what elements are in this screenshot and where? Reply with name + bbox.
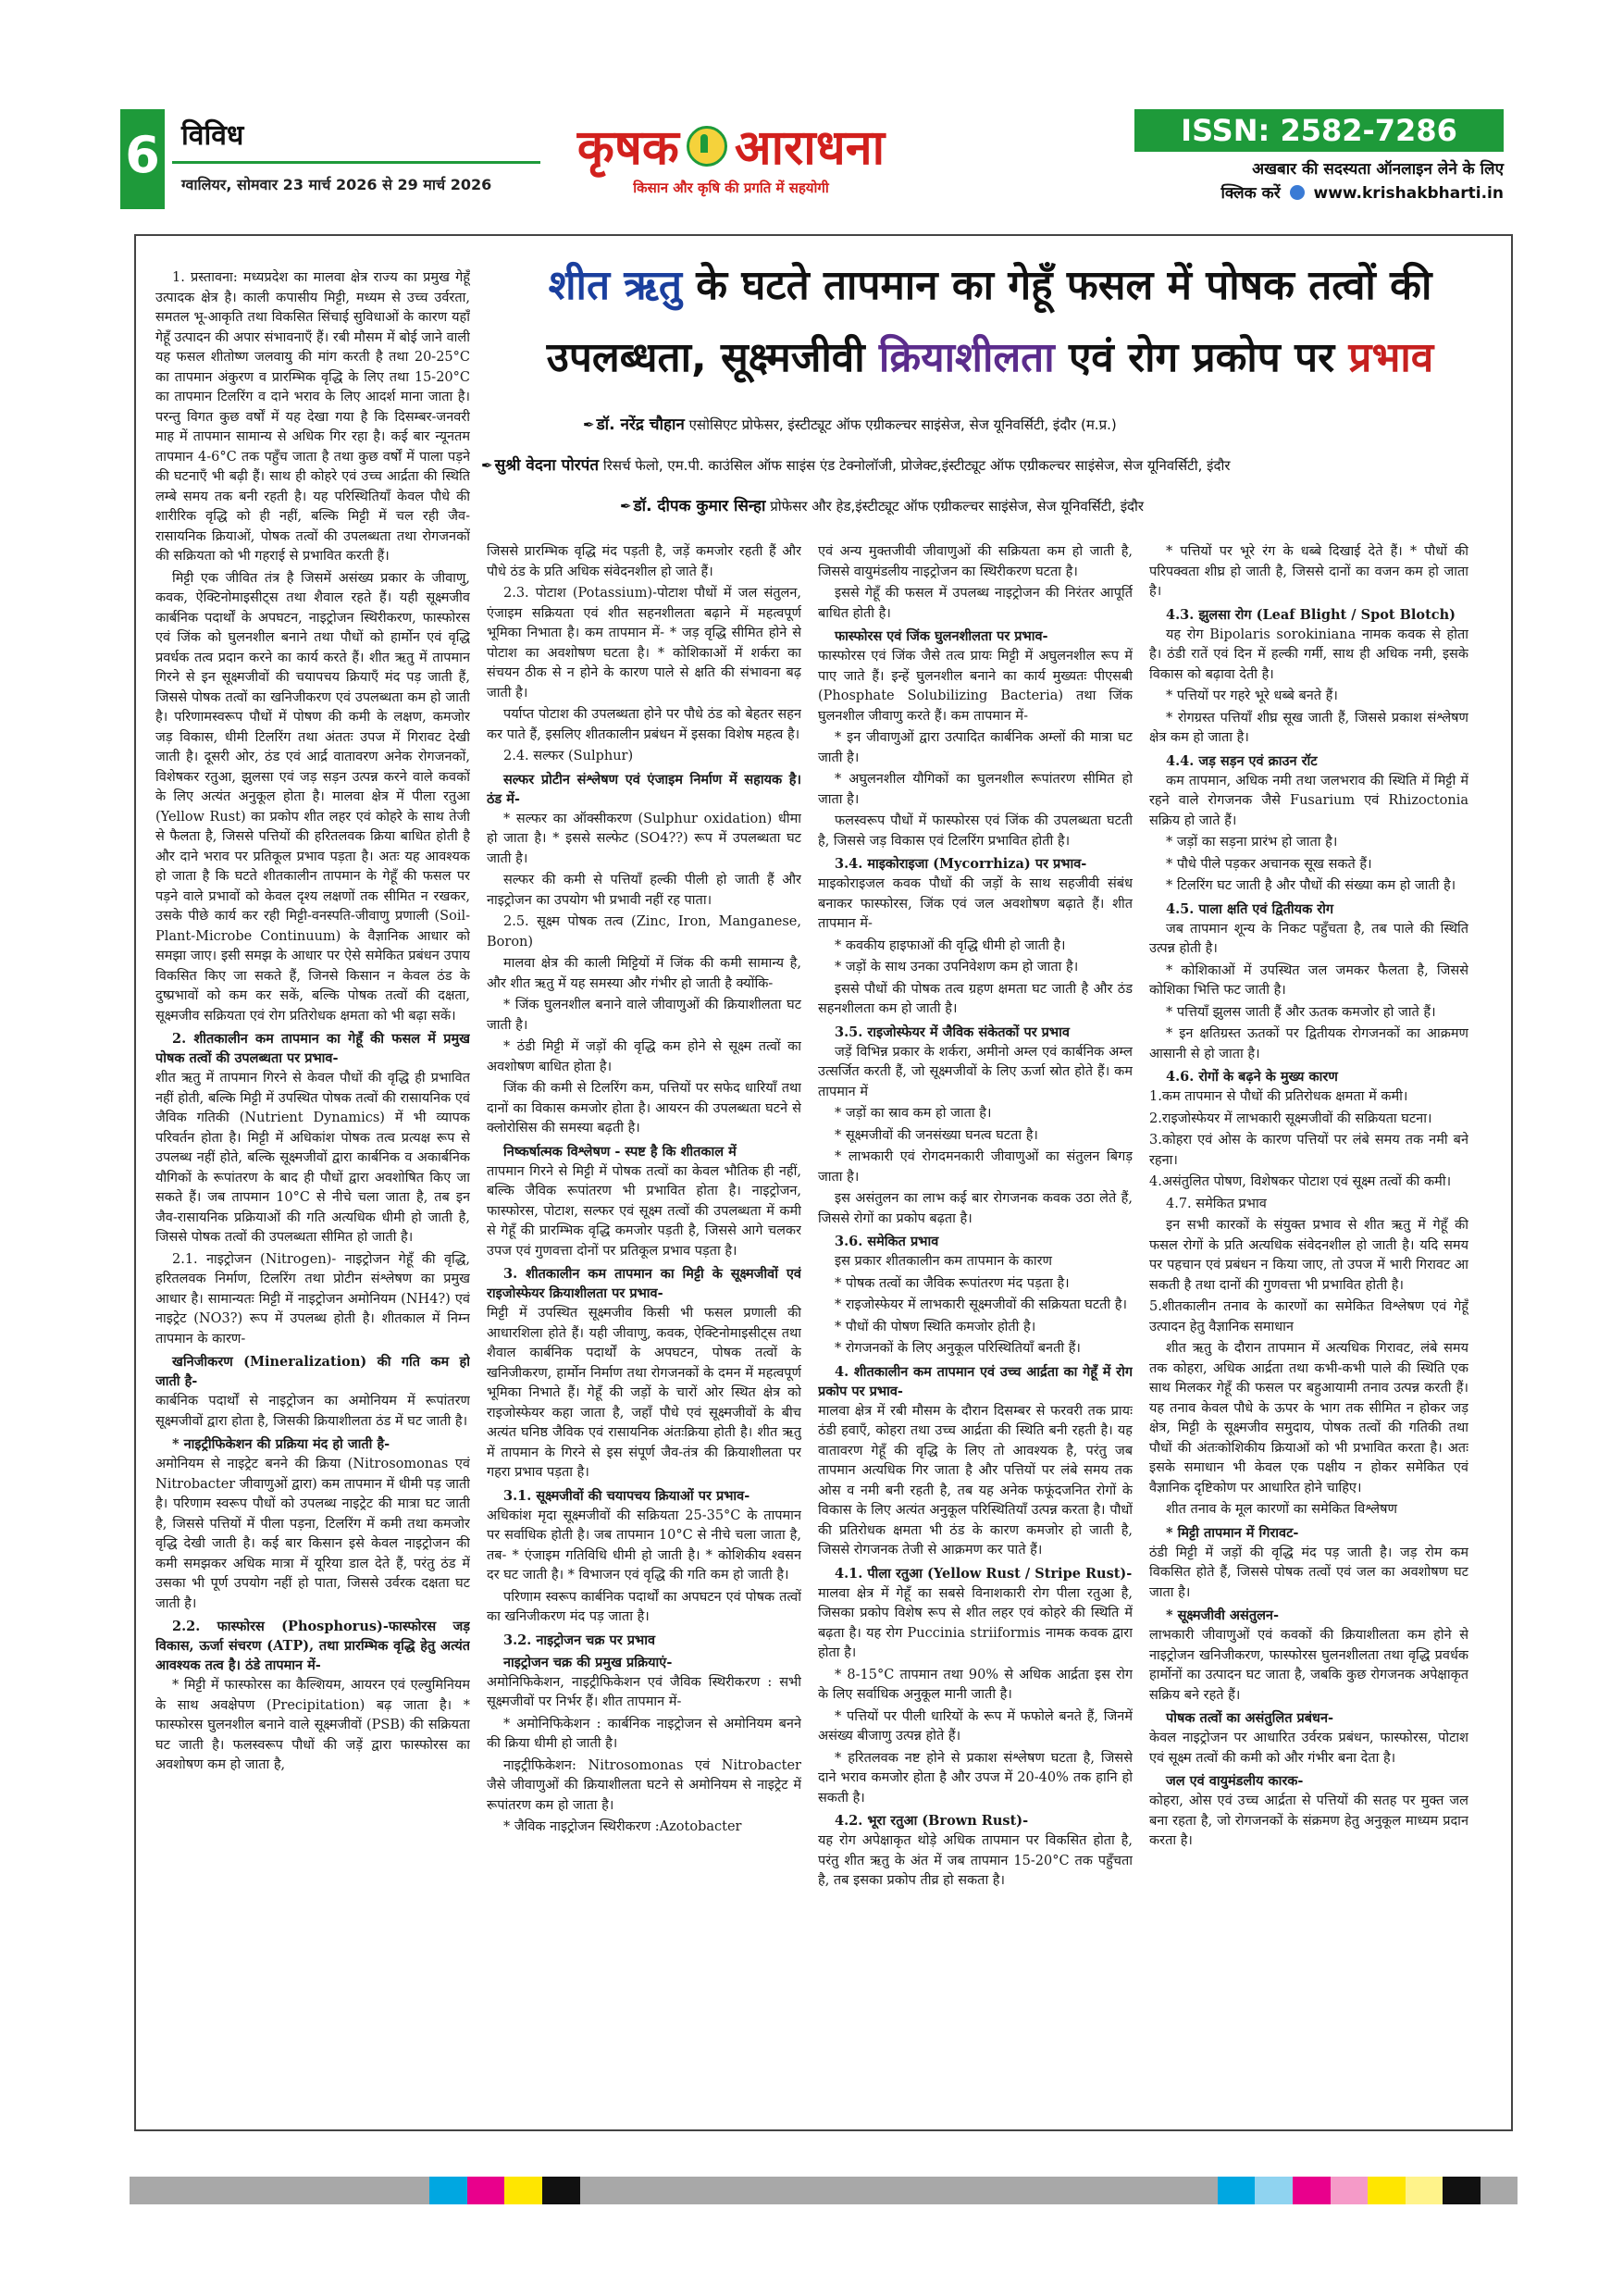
color-swatch <box>767 2177 805 2204</box>
article-column-1 <box>155 268 470 2110</box>
subsection-heading: * नाइट्रीफिकेशन की प्रक्रिया मंद हो जाती है- <box>172 1436 390 1452</box>
paragraph: एवं अन्य मुक्तजीवी जीवाणुओं की सक्रियता कम हो जाती है, जिससे वायुमंडलीय नाइट्रोजन का स्थिरीकरण घटता है। <box>818 544 1133 579</box>
author-role: रिसर्च फेलो, एम.पी. काउंसिल ऑफ साइंस एंड टेक्नोलॉजी, प्रोजेक्ट,इंस्टीट्यूट ऑफ एग्रीकल्चर साइंसेज, सेज यूनिवर्सिटी, इंदौर <box>602 457 1231 474</box>
paragraph: तापमान गिरने से मिट्टी में पोषक तत्वों का केवल भौतिक ही नहीं, बल्कि जैविक रूपांतरण भी प्रभावित होता है। नाइट्रोजन, फास्फोरस, पोटाश, सल्फर एवं सूक्ष्म तत्वों की उपलब्धता में कमी से गेहूँ की प्रारम्भिक वृद्धि कमजोर पड़ती है, जिससे आगे चलकर उपज एवं गुणवत्ता दोनों पर प्रतिकूल प्रभाव पड़ता है। <box>487 1163 801 1259</box>
logo-word-krishak: कृषक <box>576 120 679 176</box>
color-swatch <box>542 2177 580 2204</box>
author-name: डॉ. दीपक कुमार सिन्हा <box>633 497 766 515</box>
subscribe-text: अखबार की सदस्यता ऑनलाइन लेने के लिए <box>1252 160 1504 179</box>
color-swatch <box>1105 2177 1143 2204</box>
color-swatch <box>130 2177 167 2204</box>
pen-icon: ✒ <box>481 457 493 474</box>
paragraph: अमोनियम से नाइट्रेट बनने की क्रिया (Nitrosomonas एवं Nitrobacter जीवाणुओं द्वारा) कम तापमान में धीमी पड़ जाती है। परिणाम स्वरूप पौधों को उपलब्ध नाइट्रेट की मात्रा घट जाती है, जिससे पत्तियों में पीला पड़ना, टिलरिंग में कमी तथा कमजोर वृद्धि देखी जाती है। कई बार किसान इसे केवल नाइट्रोजन की कमी समझकर अधिक मात्रा में यूरिया डाल देते हैं, परंतु ठंड में उसका भी पूर्ण उपयोग नहीं हो पाता, जिससे उर्वरक दक्षता घट जाती है। <box>155 1457 470 1611</box>
color-swatch <box>993 2177 1031 2204</box>
section-name: विविध <box>181 119 244 152</box>
paragraph: इससे गेहूँ की फसल में उपलब्ध नाइट्रोजन की निरंतर आपूर्ति बाधित होती है। <box>818 586 1133 621</box>
page-number: 6 <box>120 109 165 209</box>
newspaper-logo[interactable] <box>564 109 898 209</box>
subsection-heading: 2.2. फास्फोरस (Phosphorus)-फास्फोरस जड़ विकास, ऊर्जा संचरण (ATP), तथा प्रारम्भिक वृद्धि हेतु अत्यंत आवश्यक तत्व है। ठंडे तापमान में- <box>155 1619 470 1673</box>
color-swatch <box>1218 2177 1256 2204</box>
subsection-heading: 4.6. रोगों के बढ़ने के मुख्य कारण <box>1166 1069 1338 1085</box>
paragraph: * इन क्षतिग्रस्त ऊतकों पर द्वितीयक रोगजनकों का आक्रमण आसानी से हो जाता है। <box>1149 1026 1468 1061</box>
paragraph: इन सभी कारकों के संयुक्त प्रभाव से शीत ऋतु में गेहूँ की फसल रोगों के प्रति अत्यधिक संवेदनशील हो जाती है। यदि समय पर पहचान एवं प्रबंधन न किया जाए, तो उपज में भारी गिरावट आ सकती है तथा दानों की गुणवत्ता भी प्रभावित होती है। <box>1149 1218 1468 1293</box>
paragraph: अमोनिफिकेशन, नाइट्रीफिकेशन एवं जैविक स्थिरीकरण : सभी सूक्ष्मजीवों पर निर्भर हैं। शीत तापमान में- <box>487 1674 801 1709</box>
color-swatch <box>392 2177 430 2204</box>
paragraph: 4.असंतुलित पोषण, विशेषकर पोटाश एवं सूक्ष्म तत्वों की कमी। <box>1149 1174 1452 1189</box>
color-swatch <box>955 2177 993 2204</box>
paragraph: * लाभकारी एवं रोगदमनकारी जीवाणुओं का संतुलन बिगड़ जाता है। <box>818 1149 1133 1185</box>
paragraph: * हरितलवक नष्ट होने से प्रकाश संश्लेषण घटता है, जिससे दाने भराव कमजोर होता है और उपज में 20-40% तक हानि हो सकती है। <box>818 1750 1133 1806</box>
paragraph: * रोगजनकों के लिए अनुकूल परिस्थितियाँ बनती हैं। <box>835 1341 1081 1356</box>
subscribe-link[interactable] <box>1134 181 1504 205</box>
paragraph: माइकोराइजल कवक पौधों की जड़ों के साथ सहजीवी संबंध बनाकर फास्फोरस, जिंक एवं जल अवशोषण बढ़ाते हैं। शीत तापमान में- <box>818 876 1133 931</box>
subsection-heading: नाइट्रोजन चक्र की प्रमुख प्रक्रियाएं- <box>503 1654 673 1670</box>
byline-2 <box>481 453 1231 475</box>
author-name: सुश्री वेदना पोरपंत <box>494 456 600 475</box>
paragraph: * पौधों की पोषण स्थिति कमजोर होती है। <box>835 1319 1036 1334</box>
subsection-heading: जल एवं वायुमंडलीय कारक- <box>1166 1773 1304 1789</box>
subsection-heading: सल्फर प्रोटीन संश्लेषण एवं एंजाइम निर्माण में सहायक है। ठंड में- <box>487 771 801 807</box>
paragraph: कम तापमान, अधिक नमी तथा जलभराव की स्थिति में मिट्टी में रहने वाले रोगजनक जैसे Fusarium एवं Rhizoctonia सक्रिय हो जाते हैं। <box>1149 773 1468 828</box>
paragraph: * पत्तियों पर भूरे रंग के धब्बे दिखाई देते हैं। * पौधों की परिपक्वता शीघ्र हो जाती है, जिससे दानों का वजन कम हो जाता है। <box>1149 544 1468 599</box>
color-swatch <box>204 2177 242 2204</box>
paragraph: जड़ें विभिन्न प्रकार के शर्करा, अमीनो अम्ल एवं कार्बनिक अम्ल उत्सर्जित करती हैं, जो सूक्ष्मजीवों के लिए ऊर्जा स्रोत होते हैं। कम तापमान में <box>818 1044 1133 1099</box>
headline-part-3: क्रियाशीलता <box>878 334 1055 381</box>
author-role: प्रोफेसर और हेड,इंस्टीट्यूट ऑफ एग्रीकल्चर साइंसेज, सेज यूनिवर्सिटी, इंदौर <box>770 498 1145 515</box>
paragraph: 1.कम तापमान से पौधों की प्रतिरोधक क्षमता में कमी। <box>1149 1089 1408 1104</box>
paragraph: 2.राइजोस्फेयर में लाभकारी सूक्ष्मजीवों की सक्रियता घटना। <box>1149 1111 1432 1126</box>
subsection-heading: 4.3. झुलसा रोग (Leaf Blight / Spot Blotch) <box>1166 606 1456 623</box>
color-swatch <box>279 2177 317 2204</box>
paragraph: * टिलरिंग घट जाती है और पौधों की संख्या कम हो जाती है। <box>1166 878 1456 893</box>
paragraph: * पोषक तत्वों का जैविक रूपांतरण मंद पड़ता है। <box>835 1275 1070 1291</box>
paragraph: 1. प्रस्तावना: मध्यप्रदेश का मालवा क्षेत्र राज्य का प्रमुख गेहूँ उत्पादक क्षेत्र है। काली कपासीय मिट्टी, मध्यम से उच्च उर्वरता, समतल भू-आकृति तथा विकसित सिंचाई सुविधाओं के कारण यहाँ गेहूँ उत्पादन की अपार संभावनाएँ हैं। रबी मौसम में बोई जाने वाली यह फसल शीतोष्ण जलवायु की मांग करती है तथा 20-25°C का तापमान अंकुरण व प्रारम्भिक वृद्धि के लिए तथा 15-20°C का तापमान टिलरिंग व दाने भराव के लिए आदर्श माना जाता है। परन्तु विगत कुछ वर्षों में यह देखा गया है कि दिसम्बर-जनवरी माह में तापमान सामान्य से अधिक गिर रहा है। कई बार न्यूनतम तापमान 4-6°C तक पहुँच जाता है तथा कुछ वर्षों में पाला पड़ने की घटनाएँ भी बढ़ी हैं। साथ ही कोहरे एवं उच्च आर्द्रता की स्थिति लम्बे समय तक बनी रहती है। यह परिस्थितियाँ केवल पौधे की शारीरिक वृद्धि को ही नहीं, बल्कि मिट्टी में चल रही जैव-रासायनिक क्रियाओं, पोषक तत्वों की उपलब्धता तथा रोगजनकों की सक्रियता को भी गहराई से प्रभावित करती हैं। <box>155 270 470 564</box>
paragraph: कार्बनिक पदार्थों से नाइट्रोजन का अमोनियम में रूपांतरण सूक्ष्मजीवों द्वारा होता है, जिसकी क्रियाशीलता ठंड में घट जाती है। <box>155 1394 470 1429</box>
color-swatch <box>730 2177 768 2204</box>
issue-date: ग्वालियर, सोमवार 23 मार्च 2026 से 29 मार्च 2026 <box>181 176 492 193</box>
paragraph: फलस्वरूप पौधों में फास्फोरस एवं जिंक की उपलब्धता घटती है, जिससे जड़ विकास एवं टिलरिंग प्रभावित होती है। <box>818 813 1133 849</box>
color-swatch <box>1068 2177 1106 2204</box>
color-swatch <box>429 2177 467 2204</box>
paragraph: * जड़ों के साथ उनका उपनिवेशण कम हो जाता है। <box>835 960 1079 974</box>
paragraph: * कोशिकाओं में उपस्थित जल जमकर फैलता है, जिससे कोशिका भित्ति फट जाती है। <box>1149 962 1468 998</box>
color-swatch <box>467 2177 505 2204</box>
color-swatch <box>1143 2177 1181 2204</box>
paragraph: मिट्टी में उपस्थित सूक्ष्मजीव किसी भी फसल प्रणाली की आधारशिला होते हैं। यही जीवाणु, कवक, ऐक्टिनोमाइसीट्स तथा शैवाल कार्बनिक पदार्थों के अपघटन, पोषक तत्वों के खनिजीकरण, हार्मोन निर्माण तथा रोगजनकों के दमन में महत्वपूर्ण भूमिका निभाते हैं। गेहूँ की जड़ों के चारों ओर स्थित क्षेत्र को राइजोस्फेयर कहा जाता है, जहाँ पौधे एवं सूक्ष्मजीवों के बीच अत्यंत घनिष्ठ जैविक एवं रासायनिक अंतःक्रिया होती है। शीत ऋतु में तापमान के गिरने से इस संपूर्ण जैव-तंत्र की क्रियाशीलता पर गहरा प्रभाव पड़ता है। <box>487 1306 801 1480</box>
article-column-3 <box>818 542 1133 2110</box>
subsection-heading: * सूक्ष्मजीवी असंतुलन- <box>1166 1607 1279 1623</box>
paragraph: यह रोग अपेक्षाकृत थोड़े अधिक तापमान पर विकसित होता है, परंतु शीत ऋतु के अंत में जब तापमान 15-20°C तक पहुँचता है, तब इसका प्रकोप तीव्र हो सकता है। <box>818 1833 1133 1888</box>
subsection-heading: फास्फोरस एवं जिंक घुलनशीलता पर प्रभाव- <box>835 628 1048 644</box>
color-swatch <box>1180 2177 1218 2204</box>
color-swatch <box>580 2177 618 2204</box>
author-name: डॉ. नरेंद्र चौहान <box>596 416 685 434</box>
color-swatch <box>692 2177 730 2204</box>
color-swatch <box>917 2177 955 2204</box>
paragraph: शीत तनाव के मूल कारणों का समेकित विश्लेषण <box>1166 1502 1397 1517</box>
subsection-heading: * मिट्टी तापमान में गिरावट- <box>1166 1524 1299 1541</box>
headline-part-2: के घटते तापमान का गेहूँ फसल में पोषक तत्वों की उपलब्धता, सूक्ष्मजीवी <box>546 262 1432 381</box>
logo-tagline: किसान और कृषि की प्रगति में सहयोगी <box>633 180 829 196</box>
section-heading: 2. शीतकालीन कम तापमान का गेहूँ की फसल में प्रमुख पोषक तत्वों की उपलब्धता पर प्रभाव- <box>155 1031 470 1066</box>
paragraph: कोहरा, ओस एवं उच्च आर्द्रता से पत्तियों की सतह पर मुक्त जल बना रहता है, जो रोगजनकों के संक्रमण हेतु अनुकूल माध्यम प्रदान करता है। <box>1149 1793 1468 1848</box>
paragraph: केवल नाइट्रोजन पर आधारित उर्वरक प्रबंधन, फास्फोरस, पोटाश एवं सूक्ष्म तत्वों की कमी को और गंभीर बना देता है। <box>1149 1731 1468 1766</box>
paragraph: 3.कोहरा एवं ओस के कारण पत्तियों पर लंबे समय तक नमी बने रहना। <box>1149 1133 1468 1168</box>
globe-icon <box>1290 185 1305 200</box>
paragraph: लाभकारी जीवाणुओं एवं कवकों की क्रियाशीलता कम होने से नाइट्रोजन खनिजीकरण, फास्फोरस घुलनशीलता तथा वृद्धि प्रवर्धक हार्मोनों का उत्पादन घट जाता है, जबकि कुछ रोगजनक अपेक्षाकृत सक्रिय बने रहते हैं। <box>1149 1628 1468 1703</box>
color-swatch <box>1481 2177 1518 2204</box>
color-swatch <box>1406 2177 1443 2204</box>
paragraph: 5.शीतकालीन तनाव के कारणों का समेकित विश्लेषण एवं गेहूँ उत्पादन हेतु वैज्ञानिक समाधान <box>1149 1299 1468 1334</box>
paragraph: * जिंक घुलनशील बनाने वाले जीवाणुओं की क्रियाशीलता घट जाती है। <box>487 998 801 1033</box>
paragraph: इस असंतुलन का लाभ कई बार रोगजनक कवक उठा लेते हैं, जिससे रोगों का प्रकोप बढ़ता है। <box>818 1191 1133 1226</box>
byline-1 <box>583 413 1117 434</box>
paragraph: शीत ऋतु में तापमान गिरने से केवल पौधों की वृद्धि ही प्रभावित नहीं होती, बल्कि मिट्टी में उपस्थित पोषक तत्वों की रासायनिक एवं जैविक गतिकी (Nutrient Dynamics) में भी व्यापक परिवर्तन होता है। मिट्टी में अधिकांश पोषक तत्व प्रत्यक्ष रूप से उपलब्ध नहीं होते, बल्कि सूक्ष्मजीवों द्वारा कार्बनिक व अकार्बनिक यौगिकों के रूपांतरण के बाद ही पौधों द्वारा अवशोषित किए जा सकते हैं। जब तापमान 10°C से नीचे चला जाता है, तब इन जैव-रासायनिक प्रक्रियाओं की गति अत्यधिक धीमी हो जाती है, जिससे पोषक तत्वों की उपलब्धता सीमित हो जाती है। <box>155 1071 470 1245</box>
headline-part-5: प्रभाव <box>1348 334 1434 381</box>
paragraph: * सूक्ष्मजीवों की जनसंख्या घनत्व घटता है। <box>835 1127 1038 1143</box>
paragraph: सल्फर की कमी से पत्तियाँ हल्की पीली हो जाती हैं और नाइट्रोजन का उपयोग भी प्रभावी नहीं रह पाता। <box>487 873 801 908</box>
paragraph: पर्याप्त पोटाश की उपलब्धता होने पर पौधे ठंड को बेहतर सहन कर पाते हैं, इसलिए शीतकालीन प्रबंधन में इसका विशेष महत्व है। <box>487 707 801 742</box>
paragraph: * मिट्टी में फास्फोरस का कैल्शियम, आयरन एवं एल्युमिनियम के साथ अवक्षेपण (Precipitation) बढ़ जाता है। * फास्फोरस घुलनशील बनाने वाले सूक्ष्मजीवों (PSB) की सक्रियता घट जाती है। फलस्वरूप पौधों की जड़ें द्वारा फास्फोरस का अवशोषण कम हो जाता है, <box>155 1678 470 1772</box>
pen-icon: ✒ <box>620 498 632 515</box>
subscribe-box <box>1134 157 1504 205</box>
paragraph: * 8-15°C तापमान तथा 90% से अधिक आर्द्रता इस रोग के लिए सर्वाधिक अनुकूल मानी जाती है। <box>818 1667 1133 1702</box>
print-color-bar <box>130 2177 1518 2204</box>
subsection-heading: 3.6. समेकित प्रभाव <box>835 1234 939 1249</box>
masthead <box>120 109 1504 209</box>
color-swatch <box>617 2177 655 2204</box>
subsection-heading: निष्कर्षात्मक विश्लेषण - स्पष्ट है कि शीतकाल में <box>503 1143 737 1160</box>
paragraph: नाइट्रीफिकेशन: Nitrosomonas एवं Nitrobacter जैसे जीवाणुओं की क्रियाशीलता घटने से अमोनियम से नाइट्रेट में रूपांतरण कम हो जाता है। <box>487 1757 801 1813</box>
paragraph: 4.7. समेकित प्रभाव <box>1166 1196 1267 1211</box>
subsection-heading: खनिजीकरण (Mineralization) की गति कम हो जाती है- <box>155 1354 470 1389</box>
paragraph: * राइजोस्फेयर में लाभकारी सूक्ष्मजीवों की सक्रियता घटती है। <box>835 1297 1127 1312</box>
color-swatch <box>1255 2177 1293 2204</box>
paragraph: 2.5. सूक्ष्म पोषक तत्व (Zinc, Iron, Manganese, Boron) <box>487 914 801 949</box>
color-swatch <box>242 2177 280 2204</box>
color-swatch <box>167 2177 205 2204</box>
paragraph: 2.3. पोटाश (Potassium)-पोटाश पौधों में जल संतुलन, एंजाइम सक्रियता एवं शीत सहनशीलता बढ़ाने में महत्वपूर्ण भूमिका निभाता है। कम तापमान में- * जड़ वृद्धि सीमित होने से पोटाश का अवशोषण घटता है। * कोशिकाओं में शर्करा का संचयन ठीक से न होने के कारण पाले से क्षति की संभावना बढ़ जाती है। <box>487 586 801 701</box>
paragraph: जिंक की कमी से टिलरिंग कम, पत्तियों पर सफेद धारियाँ तथा दानों का विकास कमजोर होता है। आयरन की उपलब्धता घटने से क्लोरोसिस की समस्या बढ़ती है। <box>487 1081 801 1136</box>
website-url[interactable]: www.krishakbharti.in <box>1313 184 1504 203</box>
section-heading: 4. शीतकालीन कम तापमान एवं उच्च आर्द्रता का गेहूँ में रोग प्रकोप पर प्रभाव- <box>818 1363 1133 1399</box>
paragraph: परिणाम स्वरूप कार्बनिक पदार्थों का अपघटन एवं पोषक तत्वों का खनिजीकरण मंद पड़ जाता है। <box>487 1589 801 1624</box>
color-swatch <box>1368 2177 1406 2204</box>
paragraph: * जड़ों का सड़ना प्रारंभ हो जाता है। <box>1166 835 1338 850</box>
color-swatch <box>317 2177 355 2204</box>
article-column-4 <box>1149 542 1468 2110</box>
color-swatch <box>655 2177 693 2204</box>
color-swatch <box>880 2177 918 2204</box>
color-swatch <box>1443 2177 1481 2204</box>
author-role: एसोसिएट प्रोफेसर, इंस्टीट्यूट ऑफ एग्रीकल्चर साइंसेज, सेज यूनिवर्सिटी, इंदौर (म.प्र.) <box>688 416 1117 433</box>
paragraph: यह रोग Bipolaris sorokiniana नामक कवक से होता है। ठंडी रातें एवं दिन में हल्की गर्मी, साथ ही अधिक नमी, इसके विकास को बढ़ावा देती है। <box>1149 627 1468 682</box>
paragraph: * जैविक नाइट्रोजन स्थिरीकरण :Azotobacter <box>503 1819 742 1834</box>
subsection-heading: पोषक तत्वों का असंतुलित प्रबंधन- <box>1166 1710 1334 1726</box>
subsection-heading: 4.5. पाला क्षति एवं द्वितीयक रोग <box>1166 900 1334 917</box>
paragraph: * इन जीवाणुओं द्वारा उत्पादित कार्बनिक अम्लों की मात्रा घट जाती है। <box>818 730 1133 765</box>
paragraph: * कवकीय हाइफाओं की वृद्धि धीमी हो जाती है। <box>835 937 1066 953</box>
paragraph: इस प्रकार शीतकालीन कम तापमान के कारण <box>835 1254 1053 1269</box>
paragraph: * अमोनिफिकेशन : कार्बनिक नाइट्रोजन से अमोनियम बनने की क्रिया धीमी हो जाती है। <box>487 1716 801 1751</box>
paragraph: * पत्तियों पर पीली धारियों के रूप में फफोले बनते हैं, जिनमें असंख्य बीजाणु उत्पन्न होते हैं। <box>818 1708 1133 1744</box>
paragraph: जिससे प्रारम्भिक वृद्धि मंद पड़ती है, जड़ें कमजोर रहती हैं और पौधे ठंड के प्रति अधिक संवेदनशील हो जाते हैं। <box>487 544 801 579</box>
paragraph: * रोगग्रस्त पत्तियाँ शीघ्र सूख जाती हैं, जिससे प्रकाश संश्लेषण क्षेत्र कम हो जाता है। <box>1149 710 1468 745</box>
paragraph: 2.4. सल्फर (Sulphur) <box>503 749 634 763</box>
logo-word-aradhana: आराधना <box>734 120 886 176</box>
color-swatch <box>1030 2177 1068 2204</box>
paragraph: जब तापमान शून्य के निकट पहुँचता है, तब पाले की स्थिति उत्पन्न होती है। <box>1149 921 1468 956</box>
paragraph: * जड़ों का स्राव कम हो जाता है। <box>835 1106 992 1121</box>
subsection-heading: 4.1. पीला रतुआ (Yellow Rust / Stripe Rust)- <box>835 1565 1133 1582</box>
color-swatch <box>504 2177 542 2204</box>
paragraph: * पत्तियाँ झुलस जाती हैं और ऊतक कमजोर हो जाते हैं। <box>1166 1004 1436 1020</box>
subsection-heading: 4.4. जड़ सड़न एवं क्राउन रॉट <box>1166 752 1318 769</box>
color-swatch <box>805 2177 843 2204</box>
section-divider <box>172 161 540 164</box>
paragraph: * सल्फर का ऑक्सीकरण (Sulphur oxidation) धीमा हो जाता है। * इससे सल्फेट (SO4??) रूप में उपलब्धता घट जाती है। <box>487 811 801 866</box>
subsection-heading: 3.5. राइजोस्फेयर में जैविक संकेतकों पर प्रभाव <box>835 1024 1070 1040</box>
paragraph: * ठंडी मिट्टी में जड़ों की वृद्धि कम होने से सूक्ष्म तत्वों का अवशोषण बाधित होता है। <box>487 1039 801 1074</box>
paragraph: 2.1. नाइट्रोजन (Nitrogen)- नाइट्रोजन गेहूँ की वृद्धि, हरितलवक निर्माण, टिलरिंग तथा प्रोटीन संश्लेषण का प्रमुख आधार है। सामान्यतः मिट्टी में नाइट्रोजन अमोनियम (NH4?) एवं नाइट्रेट (NO3?) रूप में उपलब्ध होती है। शीतकाल में निम्न तापमान के कारण- <box>155 1251 470 1347</box>
paragraph: फास्फोरस एवं जिंक जैसे तत्व प्रायः मिट्टी में अघुलनशील रूप में पाए जाते हैं। इन्हें घुलनशील बनाने का कार्य मुख्यतः पीएसबी (Phosphate Solubilizing Bacteria) तथा जिंक घुलनशील जीवाणु करते हैं। कम तापमान में- <box>818 649 1133 724</box>
issn-badge: ISSN: 2582-7286 <box>1134 109 1504 152</box>
paragraph: मालवा क्षेत्र की काली मिट्टियों में जिंक की कमी सामान्य है, और शीत ऋतु में यह समस्या और गंभीर हो जाती है क्योंकि- <box>487 956 801 991</box>
color-swatch <box>842 2177 880 2204</box>
section-header <box>172 109 540 209</box>
paragraph: इससे पौधों की पोषक तत्व ग्रहण क्षमता घट जाती है और ठंड सहनशीलता कम हो जाती है। <box>818 981 1133 1016</box>
paragraph: अधिकांश मृदा सूक्ष्मजीवों की सक्रियता 25-35°C के तापमान पर सर्वाधिक होती है। जब तापमान 10°C से नीचे चला जाता है, तब- * एंजाइम गतिविधि धीमी हो जाती है। * कोशिकीय श्वसन दर घट जाती है। * विभाजन एवं वृद्धि की गति कम हो जाती है। <box>487 1508 801 1582</box>
headline-part-4: एवं रोग प्रकोप पर <box>1054 334 1349 381</box>
paragraph: * पौधे पीले पड़कर अचानक सूख सकते हैं। <box>1166 856 1372 872</box>
paragraph: मिट्टी एक जीवित तंत्र है जिसमें असंख्य प्रकार के जीवाणु, कवक, ऐक्टिनोमाइसीट्स तथा शैवाल रहते हैं। यही सूक्ष्मजीव कार्बनिक पदार्थों के अपघटन, नाइट्रोजन स्थिरीकरण, फास्फोरस एवं जिंक को घुलनशील बनाने तथा पौधों को हार्मोन एवं वृद्धि प्रवर्धक तत्व प्रदान करने का कार्य करते हैं। शीत ऋतु में तापमान गिरने से इन सूक्ष्मजीवों की चयापचय क्रियाएँ मंद पड़ जाती हैं, जिससे पोषक तत्वों का खनिजीकरण एवं उपलब्धता कम हो जाती है। परिणामस्वरूप पौधों में पोषण की कमी के लक्षण, कमजोर जड़ विकास, धीमी टिलरिंग तथा अंततः उपज में गिरावट देखी जाती है। दूसरी ओर, ठंड एवं आर्द्र वातावरण अनेक रोगजनकों, विशेषकर रतुआ, झुलसा एवं जड़ सड़न उत्पन्न करने वाले कवकों के लिए अत्यंत अनुकूल होता है। मालवा क्षेत्र में पीला रतुआ (Yellow Rust) का प्रकोप शीत लहर एवं कोहरे के साथ तेजी से फैलता है, जिससे पत्तियों की हरितलवक क्रिया बाधित होती है और दाने भराव पर प्रतिकूल प्रभाव पड़ता है। अतः यह आवश्यक हो जाता है कि घटते शीतकालीन तापमान के गेहूँ की फसल पर पड़ने वाले प्रभावों को केवल दृश्य लक्षणों तक सीमित न रखकर, उसके पीछे कार्य कर रही मिट्टी-वनस्पति-जीवाणु प्रणाली (Soil-Plant-Microbe Continuum) के वैज्ञानिक आधार को समझा जाए। इसी समझ के आधार पर ऐसे समेकित प्रबंधन उपाय विकसित किए जा सकते हैं, जिनसे किसान न केवल ठंड के दुष्प्रभावों को कम कर सकें, बल्कि पोषक तत्वों की दक्षता, सूक्ष्मजीव सक्रियता एवं रोग प्रतिरोधक क्षमता को भी बढ़ा सकें। <box>155 570 470 1024</box>
paragraph: शीत ऋतु के दौरान तापमान में अत्यधिक गिरावट, लंबे समय तक कोहरा, अधिक आर्द्रता तथा कभी-कभी पाले की स्थिति एक साथ मिलकर गेहूँ की फसल पर बहुआयामी तनाव उत्पन्न करती हैं। यह तनाव केवल पौधे के ऊपर के भाग तक सीमित न होकर जड़ क्षेत्र, मिट्टी के सूक्ष्मजीव समुदाय, पोषक तत्वों की गतिकी तथा पौधों की अंतःकोशिकीय क्रियाओं को भी प्रभावित करता है। अतः इसके समाधान भी केवल एक पक्षीय न होकर समेकित एवं वैज्ञानिक दृष्टिकोण पर आधारित होने चाहिए। <box>1149 1341 1468 1496</box>
subsection-heading: 3.1. सूक्ष्मजीवों की चयापचय क्रियाओं पर प्रभाव- <box>503 1487 750 1504</box>
paragraph: मालवा क्षेत्र में गेहूँ का सबसे विनाशकारी रोग पीला रतुआ है, जिसका प्रकोप विशेष रूप से शीत लहर एवं कोहरे की स्थिति में बढ़ता है। यह रोग Puccinia striiformis नामक कवक द्वारा होता है। <box>818 1585 1133 1660</box>
section-heading: 3. शीतकालीन कम तापमान का मिट्टी के सूक्ष्मजीवों एवं राइजोस्फेयर क्रियाशीलता पर प्रभाव- <box>487 1266 801 1301</box>
article-headline <box>490 250 1490 394</box>
subsection-heading: 4.2. भूरा रतुआ (Brown Rust)- <box>835 1813 1029 1829</box>
byline-3 <box>620 494 1144 515</box>
subsection-heading: 3.4. माइकोराइजा (Mycorrhiza) पर प्रभाव- <box>835 856 1087 872</box>
paragraph: मालवा क्षेत्र में रबी मौसम के दौरान दिसम्बर से फरवरी तक प्रायः ठंडी हवाएँ, कोहरा तथा उच्च आर्द्रता की स्थिति बनी रहती है। यह वातावरण गेहूँ की वृद्धि के लिए तो आवश्यक है, परंतु जब तापमान अत्यधिक गिर जाता है और पत्तियों पर लंबे समय तक ओस व नमी बनी रहती है, तब यह अनेक फफूंदजनित रोगों के विकास के लिए अत्यंत अनुकूल परिस्थितियाँ उत्पन्न करता है। पौधों की प्रतिरोधक क्षमता भी ठंड के कारण कमजोर हो जाती है, जिससे रोगजनक तेजी से आक्रमण कर पाते हैं। <box>818 1403 1133 1558</box>
subsection-heading: 3.2. नाइट्रोजन चक्र पर प्रभाव <box>503 1632 656 1648</box>
logo-emblem-icon <box>687 126 727 167</box>
paragraph: ठंडी मिट्टी में जड़ों की वृद्धि मंद पड़ जाती है। जड़ रोम कम विकसित होते हैं, जिससे पोषक तत्वों एवं जल का अवशोषण घट जाता है। <box>1149 1545 1468 1600</box>
paragraph: * अघुलनशील यौगिकों का घुलनशील रूपांतरण सीमित हो जाता है। <box>818 772 1133 807</box>
click-label: क्लिक करें <box>1220 184 1281 203</box>
color-swatch <box>1331 2177 1369 2204</box>
color-swatch <box>1293 2177 1331 2204</box>
pen-icon: ✒ <box>583 416 595 433</box>
paragraph: * पत्तियों पर गहरे भूरे धब्बे बनते हैं। <box>1166 689 1338 703</box>
headline-part-1: शीत ऋतु <box>548 262 682 309</box>
article-column-2 <box>487 542 801 2110</box>
color-swatch <box>354 2177 392 2204</box>
